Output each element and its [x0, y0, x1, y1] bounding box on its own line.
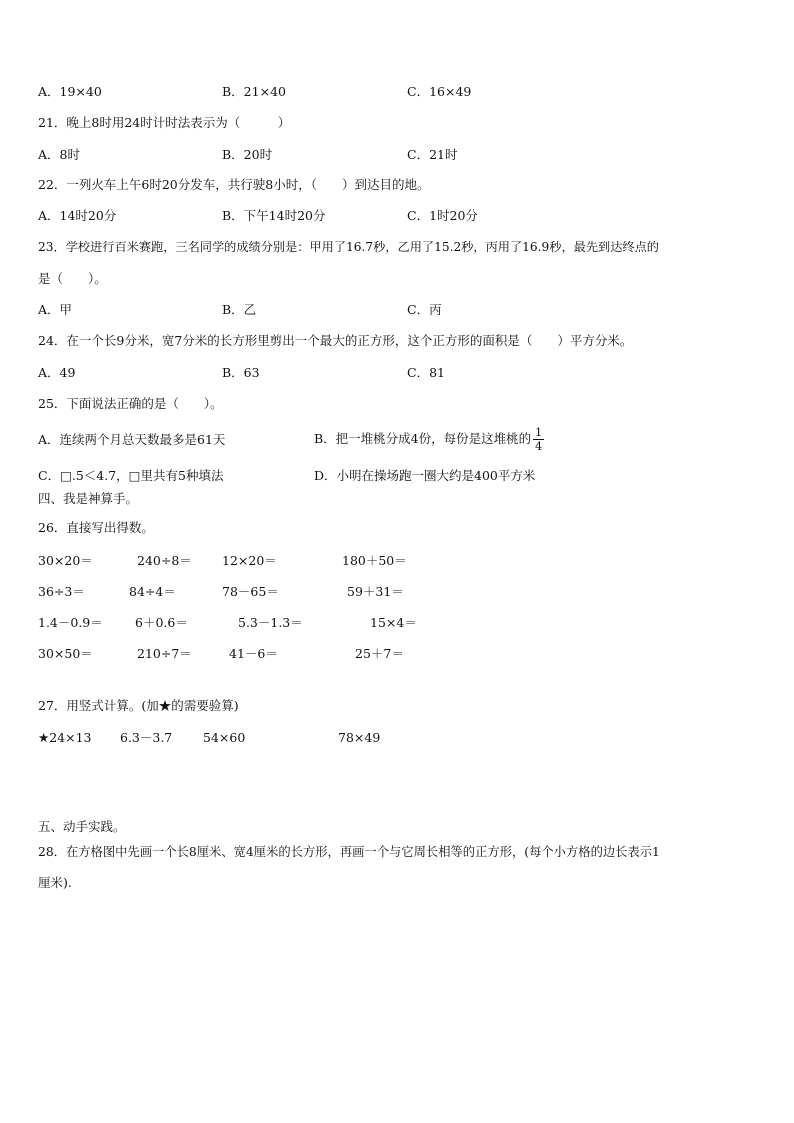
q25-option-b-text: B．把一堆桃分成4份，每份是这堆桃的 [314, 431, 532, 446]
q20-option-c: C．16×49 [407, 84, 472, 99]
one-quarter-fraction [533, 426, 544, 453]
calc-item: 30×50＝ [38, 646, 93, 661]
q25-option-c: C．□.5＜4.7，□里共有5种填法 [38, 468, 224, 483]
calc-item: 30×20＝ [38, 553, 93, 568]
q23-option-c: C．丙 [407, 302, 442, 317]
calc-item: 36÷3＝ [38, 584, 85, 599]
calc-item: 59＋31＝ [347, 584, 404, 599]
q25-option-b [314, 424, 544, 454]
q21-option-b: B．20时 [222, 147, 273, 162]
q27-item: 78×49 [338, 730, 381, 745]
q27-item: 6.3－3.7 [120, 730, 173, 745]
q20-option-b: B．21×40 [222, 84, 286, 99]
q25-option-d: D．小明在操场跑一圈大约是400平方米 [314, 468, 536, 483]
calc-item: 15×4＝ [370, 615, 417, 630]
q24-option-a: A．49 [38, 365, 76, 380]
section-5-heading: 五、动手实践。 [38, 819, 126, 834]
q23-option-b: B．乙 [222, 302, 257, 317]
calc-item: 6＋0.6＝ [135, 615, 188, 630]
section-4-heading: 四、我是神算手。 [38, 491, 139, 506]
calc-item: 240÷8＝ [137, 553, 192, 568]
q25-stem: 25．下面说法正确的是（ ）。 [38, 396, 223, 411]
q20-option-a: A．19×40 [38, 84, 102, 99]
calc-item: 25＋7＝ [355, 646, 404, 661]
calc-item: 84÷4＝ [129, 584, 176, 599]
calc-item: 1.4－0.9＝ [38, 615, 103, 630]
q24-option-c: C．81 [407, 365, 445, 380]
q21-option-c: C．21时 [407, 147, 458, 162]
calc-item: 210÷7＝ [137, 646, 192, 661]
q22-option-a: A．14时20分 [38, 208, 117, 223]
q23-stem-line2: 是（ ）。 [38, 271, 107, 286]
calc-item: 12×20＝ [222, 553, 277, 568]
calc-item: 41－6＝ [229, 646, 278, 661]
q25-option-a: A．连续两个月总天数最多是61天 [38, 432, 226, 447]
calc-item: 180＋50＝ [342, 553, 407, 568]
q24-stem: 24．在一个长9分米，宽7分米的长方形里剪出一个最大的正方形，这个正方形的面积是（ ）平方分米。 [38, 333, 633, 348]
q22-option-b: B．下午14时20分 [222, 208, 326, 223]
q21-stem: 21．晚上8时用24时计时法表示为（ ） [38, 115, 291, 130]
q21-option-a: A．8时 [38, 147, 80, 162]
fraction-numerator: 1 [535, 426, 543, 439]
q28-stem-line2: 厘米). [38, 875, 72, 890]
q27-stem: 27．用竖式计算。(加★的需要验算) [38, 698, 239, 713]
q28-stem-line1: 28．在方格图中先画一个长8厘米、宽4厘米的长方形，再画一个与它周长相等的正方形，(每个小方格的边长表示1 [38, 845, 660, 859]
q23-option-a: A．甲 [38, 302, 73, 317]
q23-stem-line1: 23．学校进行百米赛跑，三名同学的成绩分别是：甲用了16.7秒，乙用了15.2秒，丙用了16.9秒，最先到达终点的 [38, 240, 659, 254]
calc-item: 78－65＝ [222, 584, 279, 599]
q22-option-c: C．1时20分 [407, 208, 478, 223]
calc-item: 5.3－1.3＝ [238, 615, 303, 630]
fraction-denominator: 4 [535, 440, 543, 453]
q27-item-starred: ★24×13 [38, 730, 92, 745]
q26-stem: 26．直接写出得数。 [38, 520, 154, 535]
q27-item: 54×60 [203, 730, 246, 745]
q24-option-b: B．63 [222, 365, 260, 380]
q22-stem: 22．一列火车上午6时20分发车，共行驶8小时，（ ）到达目的地。 [38, 177, 430, 192]
